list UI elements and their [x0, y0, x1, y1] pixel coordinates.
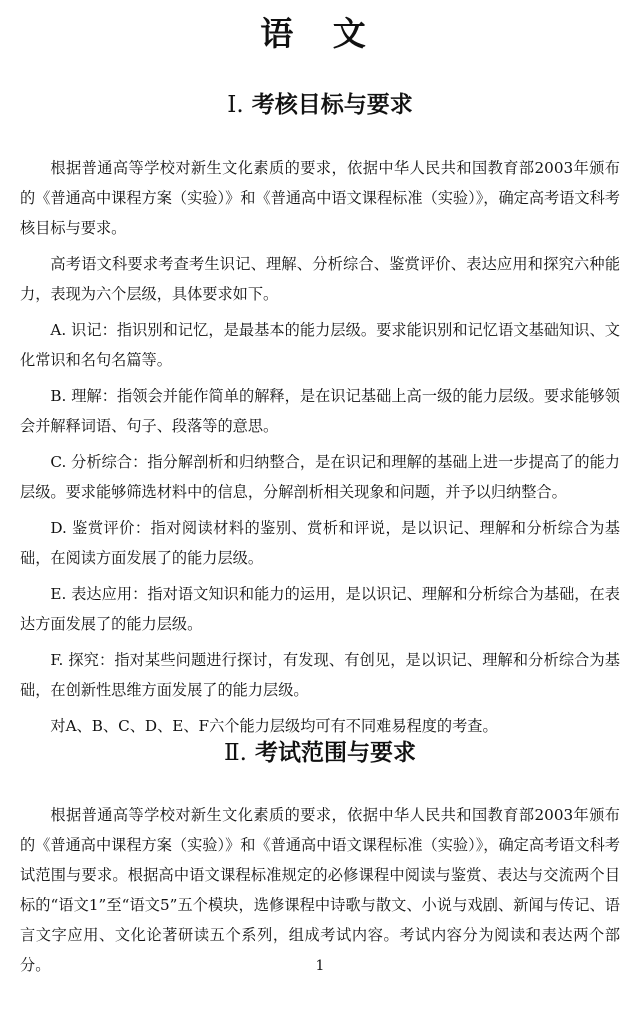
paragraph-level-e: E. 表达应用：指对语文知识和能力的运用，是以识记、理解和分析综合为基础，在表达方面发展了的能力层级。 — [20, 585, 620, 633]
paragraph-level-b: B. 理解：指领会并能作简单的解释，是在识记基础上高一级的能力层级。要求能够领会并解释词语、句子、段落等的意思。 — [20, 387, 620, 435]
page-number: 1 — [315, 958, 325, 974]
section-number-1: Ⅰ. — [227, 92, 244, 118]
section-heading-2 — [0, 734, 640, 767]
paragraph-level-a: A. 识记：指识别和记忆，是最基本的能力层级。要求能识别和记忆语文基础知识、文化常识和名句名篇等。 — [20, 321, 620, 369]
paragraph: 对A、B、C、D、E、F六个能力层级均可有不同难易程度的考查。 — [50, 717, 498, 735]
paragraph-level-c: C. 分析综合：指分解剖析和归纳整合，是在识记和理解的基础上进一步提高了的能力层级。要求能够筛选材料中的信息，分解剖析相关现象和问题，并予以归纳整合。 — [20, 453, 620, 501]
paragraph: 根据普通高等学校对新生文化素质的要求，依据中华人民共和国教育部2003年颁布的《普通高中课程方案（实验）》和《普通高中语文课程标准（实验）》，确定高考语文科考试范围与要求。根据高中语文课程标准规定的必修课程中阅读与鉴赏、表达与交流两个目标的“语文1”至“语文5”五个模块，选修课程中诗歌与散文、小说与戏剧、新闻与传记、语言文字应用、文化论著研读五个系列，组成考试内容。考试内容分为阅读和表达两个部分。 — [20, 806, 620, 974]
section-title-1: 考核目标与要求 — [251, 91, 413, 118]
section-title-2: 考试范围与要求 — [254, 739, 416, 766]
paragraph-level-f: F. 探究：指对某些问题进行探讨，有发现、有创见，是以识记、理解和分析综合为基础，在创新性思维方面发展了的能力层级。 — [20, 651, 620, 699]
paragraph: 高考语文科要求考查考生识记、理解、分析综合、鉴赏评价、表达应用和探究六种能力，表现为六个层级，具体要求如下。 — [20, 255, 620, 303]
paragraph: 根据普通高等学校对新生文化素质的要求，依据中华人民共和国教育部2003年颁布的《普通高中课程方案（实验）》和《普通高中语文课程标准（实验）》，确定高考语文科考核目标与要求。 — [20, 159, 620, 237]
section-number-2: Ⅱ. — [224, 740, 247, 766]
document-title: 语 文 — [260, 14, 380, 53]
section-1-body — [20, 153, 620, 747]
section-heading-1 — [0, 86, 640, 119]
paragraph-level-d: D. 鉴赏评价：指对阅读材料的鉴别、赏析和评说，是以识记、理解和分析综合为基础，在阅读方面发展了的能力层级。 — [20, 519, 620, 567]
